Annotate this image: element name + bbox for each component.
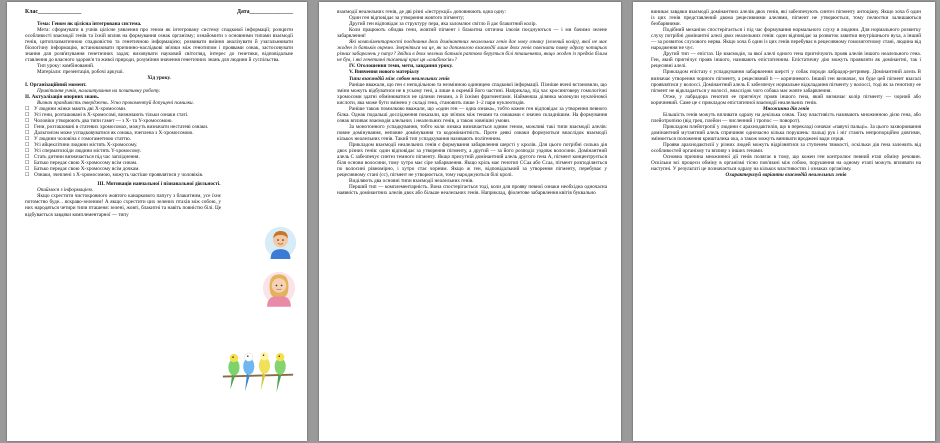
section-2-title: ІІ. Актуалізація опорних знань. [25, 93, 100, 100]
girl-illustration [262, 269, 296, 307]
checklist-item[interactable]: ☐ Усі гени, розташовані в Х-хромосомі, визначають тільки ознаки статі. [25, 112, 259, 118]
lesson-materials: Матеріали: презентація, робочі аркуші. [37, 69, 124, 76]
section-3-subtitle: Опиймося з інформацією. [37, 187, 94, 194]
section-2-text: Визнач правдивість тверджень. Усно прокоментуй допущені помилки. [37, 99, 194, 106]
paragraph: Перший тип — комплементарність. Вона спостерігається тоді, коли для прояву певної ознаки необхідна одночасна наявність домінантних алелів двох або більше неалельних генів. Наприклад, фіолетове забарвлення квітів буквально [337, 184, 607, 197]
checklist-item[interactable]: ☐ Гени, розташовані в статевих хромосомах, можуть визначати нестатеві ознаки. [25, 124, 259, 130]
section-1-title: І. Організаційний момент. [25, 81, 87, 88]
checklist-item[interactable]: ☐ Батько передає свою Х-хромосому всім синам. [25, 160, 259, 166]
paragraph: Раніше також помилково вважали, що «один ген — одна ознака», тобто кожен ген відповідає за утворення певного білка. Однак подальші дослідження показали, що зв'язок між генами та ознаками є значно складнішим. На формування ознак впливає взаємодія алельних і неалельних генів, а також зовнішні умови. [337, 105, 607, 124]
section-4-title: IV. Оголошення теми, мети, завдання уроку. [349, 63, 453, 70]
lesson-topic: Тема: Геном як цілісна інтегрована система. [37, 21, 142, 28]
section-5-title: V. Вивчення нового матеріалу [349, 69, 420, 76]
section-3-text: Якщо схрестити чистокровного жовтого канаркового папугу з блакитним, усе їхнє потомство буде... яскраво-зеленим! А якщо схрестити цих зелених птахів між собою, у них народяться четири типи пташеня: зелені, жовті, блакитні та навіть повністю білі. Це відбувається завдяки комплементарної — типу [25, 193, 221, 218]
task-prompt: Охарактеризуй варіанти взаємодій неалельних генів [725, 172, 847, 179]
paragraph: Прояви арахнодактилії у різних людей можуть відрізнятися за ступенем тяжкості, оскільки дія гена залежить від особливостей організму та впливу з інших генами. [651, 142, 921, 155]
paragraph: Основна причина множинної дії генів полягає в тому, що кожен ген контролює певний етап обміну речовин. Оскільки всі процеси обміну в організмі тісно пов'язані між собою, порушення на одному етапі можуть впливати на наступні. У результаті це позначається одразу на кількох властивостях і ознаках організму. [651, 154, 921, 173]
checklist-item[interactable]: ☐ Усі сперматозоїди людини містять Y-хромосому. [25, 148, 259, 154]
paragraph: виникає завдяки взаємодії домінантних алелів двох генів, які забезпечують синтез пігменту антоціану. Якщо хоча б один із цих генів представлений двома рецесивними алелями, пігмент не утворюється, тому пелюстки залишаються безбарвними. [651, 9, 921, 28]
document-page-2 [319, 2, 621, 441]
course-heading: Хід уроку. [147, 75, 171, 82]
paragraph: Подібний механізм спостерігається і під час формування нормального слуху в людини. Для нормального розвитку слуху потрібні домінантні алелі двох неалельних генів: один відповідає за розвиток завитки внутрішнього вуха, а інший — за розвиток слухового нерва. Якщо хоча б один із цих генів перебуває в рецесивному гомозиготному стані, людина від народження не чує. [651, 27, 921, 52]
date-field: Дата_______________ [236, 9, 293, 15]
paragraph: Прикладом взаємодії неалельних генів є формування забарвлення шерсті у кролів. Для цього потрібні сильна дія двох різних генів: один відповідає за утворення пігменту, а другий — за його розподіл уздовж волосини. Домінантний алель С забезпечує синтез темного пігменту. Якщо присутній домінантний алель другого гена А, пігмент концентрується біля основи волосини, тому хутро має сіре забарвлення. Якщо кріль має генотип ССаа або Ссаа, пігмент розподіляється по волосині рівномірно, і хутро стає чорним. Якщо ж ген, відповідальний за утворення пігменту, перебуває у рецесивному стані (сс), пігмент не утворюється, тому народжуються білі кролі. [337, 142, 607, 179]
paragraph-italic: Які компліментарності поєднання двох домінантних неалельних генів дає нову ознаку (зелений колір), якої не має жоден із батьків окремо. Зверніться на це, як за допомогою взаємодії лише двох генів пояснити появу одразу чотирьох різних забарвлень у папуг? Звідки в двох зелених батьків раптово беруться білі пташенята, якщо жоден із предків білим не був, і які генетичні таємниці криє ця «альбіносія»? [337, 39, 607, 64]
checklist-item[interactable]: ☐ Ознаки, зчеплені з Х-хромосомою, можуть частіше проявлятися у чоловіків. [25, 172, 259, 178]
paragraph: Прикладом плейотропії у людини є арахнодактилія, що в перекладі означає «павучі пальці». За цього захворювання домінантний мутантний алель спричиняє одночасно кілька порушень: пальці рук і ніг стають непропорційно довгими, змінюється положення кришталика ока, а також можуть виникати вроджені вади серця. [651, 123, 921, 142]
paragraph: Прикладом епістазу є успадкування забарвлення шерсті у собак породи лабрадор-ретривер. Домінантний алель B визначає утворення чорного пігменту, а рецесивний b — коричневого. Інший ген визначає, чи буде цей пігмент взагалі проявлятися у волоссі. Домінантний алель E забезпечує нормальне відкладання пігменту у волоссі, тоді як за генотипу ее пігмент не відкладається у волоссі, внаслідок чого собака має жовте забарвлення. [651, 69, 921, 94]
section-1-text: Привітання учнів, налаштування на позитивну роботу. [37, 87, 161, 94]
subsection-title: Множинна дія генів [762, 105, 810, 112]
paragraph: За монотонного успадкування, тобто коли ознака визначається одним геном, можливі такі типи взаємодії алелів: повне домінування, неповне домінування та кодомінантність. Проте деякі ознаки формуються внаслідок взаємодії кількох неалельних генів. Такий тип успадкування називають полігенним. [337, 123, 607, 142]
paragraph: Другий тип — епістаз. Це взаємодія, за якої алелі одного гена пригнічують прояв алелів іншого неалельного гена. Ген, який пригнічує прояв іншого, називають епістатичним. Епістатичну дію можуть проявляти як домінантні, так і рецесивні алелі. [651, 51, 921, 70]
document-page-1 [7, 2, 307, 441]
checklist-item[interactable]: ☐ Чоловіки утворюють два типи гамет — з Х- та Y-хромосомою. [25, 118, 259, 124]
checklist-item[interactable]: ☐ Батько передає свою Х-хромосому всім дочкам. [25, 166, 259, 172]
lesson-goal: Мета: сформувати в учнів цілісне уявлення про геном як інтегровану систему спадкової інформації; розкрити особливості взаємодії генів та їхній вплив на формування ознак організму; ознайомити з основними типами взаємодії генів, цитоплазматичною спадковістю та генетичною інформацією; розвивати вміння аналізувати й узагальнювати біологічну інформацію, встановлювати причинно-наслідкові зв'язки між генотипом і проявами ознак, застосовувати знання для розв'язування генетичних задач; виховувати науковий світогляд, інтерес до генетики, відповідальне ставлення до власного здоров'я та живої природи, розуміння значення генетичних знань для людини й суспільства. [25, 27, 293, 64]
true-false-checklist [25, 106, 259, 179]
checklist-item[interactable]: ☐ У людини чоловіча є гомогаметною статтю. [25, 136, 259, 142]
header-row [25, 9, 293, 15]
paragraph: Другий ген відповідає за структуру пера, яка заломлює світло й дає блакитний колір. [349, 21, 537, 28]
budgies-illustration [221, 341, 295, 401]
paragraph: Коли працюють обидва гени, жовтий пігмент і блакитна оптична ілюзія поєднуються — і ми бачимо зелене забарвлення! [337, 27, 607, 40]
paragraph: Більшість генів можуть впливати одразу на декілька ознак. Таку властивість називають множинною дією гена, або плейотропією (від грец. плейон — численний і тропос — поворот). [651, 111, 921, 124]
lesson-type: Тип уроку: комбінований. [37, 63, 95, 70]
checklist-item[interactable]: ☐ Стать дитини визначається під час запліднення. [25, 154, 259, 160]
section-3-title: ІІІ. Мотивація навчальної і пізнавальної діяльності. [97, 181, 221, 188]
paragraph: взаємодії неалельних генів, де дві різні «інструкції» доповнюють одна одну: [337, 9, 506, 15]
boy-illustration [264, 226, 297, 259]
checklist-item[interactable]: ☐ У людини жінки мають дві Х-хромосоми. [25, 106, 259, 112]
paragraph: Один ген відповідає за утворення жовтого пігменту; [349, 15, 465, 22]
paragraph: Раніше вважали, що ген є неподільною та незмінною одиницею спадкової інформації. Пізніше вчені встановили, що зміни можуть відбуватися не в усьому гені, а лише в окремій його частині. Наприклад, під час кросинговеру гомологічні хромосоми здатні обмінюватися не цілими генами, а й їхніми фрагментами. Найменша ділянка молекули нуклеїнової кислоти, яка може бути змінено у складі гена, становить лише 1–2 пари нуклеотидів. [337, 81, 607, 106]
section-5-subtitle: Типи взаємодій між собою неалельних генів [349, 75, 450, 82]
class-field: Клас_______________ [25, 9, 82, 15]
paragraph: Отже, у лабрадора генотип ее пригнічує прояв іншого гена, який визначає колір пігменту — чорний або коричневий. Саме це є прикладом епістатичної взаємодії неалельних генів. [651, 93, 921, 106]
paragraph: Виділяють два основні типи взаємодії неалельних генів. [349, 178, 474, 185]
checklist-item[interactable]: ☐ Дальтонізм може успадковуватися як ознака, зчеплена з Х-хромосомою. [25, 130, 259, 136]
document-page-3 [633, 2, 935, 441]
checklist-item[interactable]: ☐ Усі яйцеклітини людини містять Х-хромосому. [25, 142, 259, 148]
